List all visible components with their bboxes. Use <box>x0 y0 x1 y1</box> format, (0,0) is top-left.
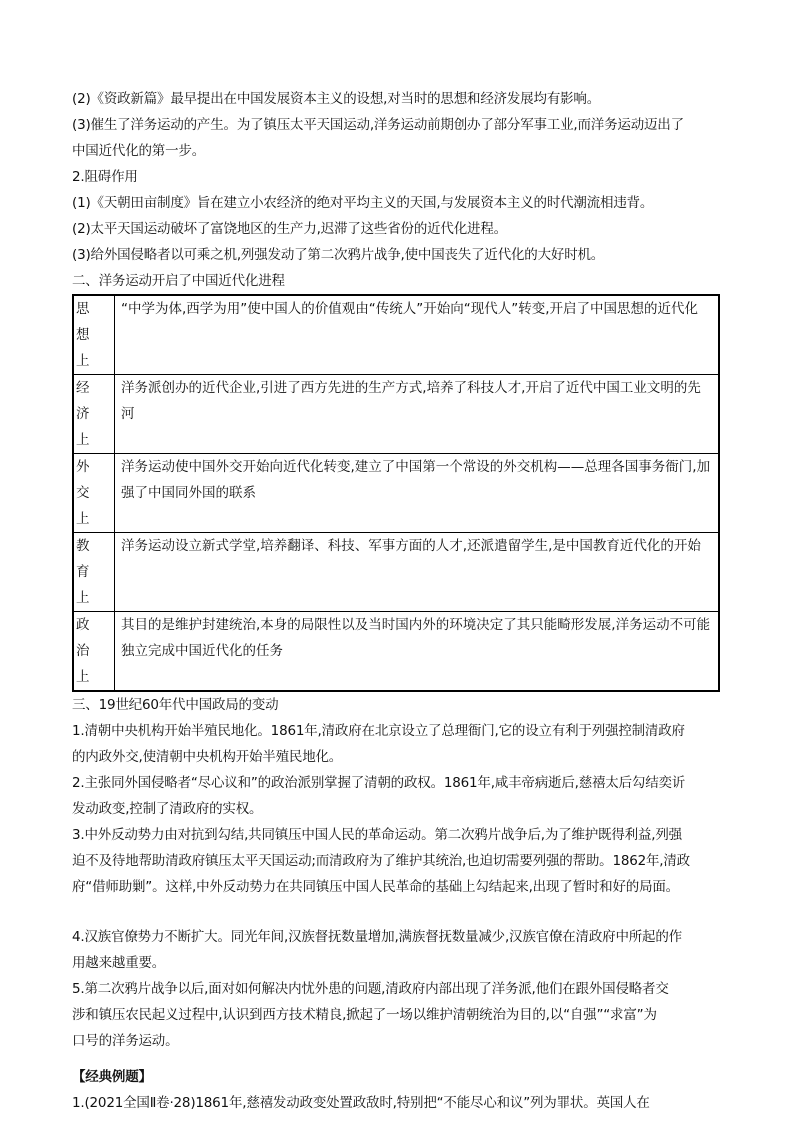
text-line: (3)给外国侵略者以可乘之机,列强发动了第二次鸦片战争,使中国丧失了近代化的大好时机。 <box>72 247 605 263</box>
text-line: (1)《天朝田亩制度》旨在建立小农经济的绝对平均主义的天国,与发展资本主义的时代潮流相违背。 <box>72 195 654 211</box>
text-line: 4.汉族官僚势力不断扩大。同光年间,汉族督抚数量增加,满族督抚数量减少,汉族官僚在清政府中所起的作 <box>72 929 682 945</box>
row-key: 经济上 <box>73 375 115 454</box>
text-line: 2.主张同外国侵略者“尽心议和”的政治派别掌握了清朝的政权。1861年,咸丰帝病逝后,慈禧太后勾结奕䜣 <box>72 775 686 791</box>
modernization-table <box>72 294 720 692</box>
examples-heading: 【经典例题】 <box>72 1069 152 1085</box>
row-key: 教育上 <box>73 533 115 612</box>
table-row <box>73 612 719 692</box>
spacer <box>72 1054 724 1064</box>
document-page <box>72 86 724 1116</box>
example-question: 1.(2021全国Ⅱ卷·28)1861年,慈禧发动政变处置政敌时,特别把“不能尽心和议”列为罪状。英国人在 <box>72 1095 650 1111</box>
paragraph-gap <box>72 900 724 924</box>
text-line: 涉和镇压农民起义过程中,认识到西方技术精良,掀起了一场以维护清朝统治为目的,以“自强”“求富”为 <box>72 1007 657 1023</box>
table-row <box>73 533 719 612</box>
text-line: 中国近代化的第一步。 <box>72 143 205 159</box>
row-value: “中学为体,西学为用”使中国人的价值观由“传统人”开始向“现代人”转变,开启了中国思想的近代化 <box>115 295 720 375</box>
row-key: 政治上 <box>73 612 115 692</box>
text-line: 口号的洋务运动。 <box>72 1033 179 1049</box>
row-key: 思想上 <box>73 295 115 375</box>
table-row <box>73 454 719 533</box>
row-value: 洋务运动使中国外交开始向近代化转变,建立了中国第一个常设的外交机构——总理各国事务衙门,加强了中国同外国的联系 <box>115 454 720 533</box>
table-row <box>73 295 719 375</box>
table-row <box>73 375 719 454</box>
text-line: 府“借师助剿”。这样,中外反动势力在共同镇压中国人民革命的基础上勾结起来,出现了暂时和好的局面。 <box>72 879 679 895</box>
section-heading: 三、19世纪60年代中国政局的变动 <box>72 697 279 713</box>
row-value: 其目的是维护封建统治,本身的局限性以及当时国内外的环境决定了其只能畸形发展,洋务运动不可能独立完成中国近代化的任务 <box>115 612 720 692</box>
section-heading: 二、洋务运动开启了中国近代化进程 <box>72 273 285 289</box>
row-value: 洋务派创办的近代企业,引进了西方先进的生产方式,培养了科技人才,开启了近代中国工业文明的先河 <box>115 375 720 454</box>
text-line: (2)太平天国运动破坏了富饶地区的生产力,迟滞了这些省份的近代化进程。 <box>72 221 507 237</box>
text-line: (3)催生了洋务运动的产生。为了镇压太平天国运动,洋务运动前期创办了部分军事工业,而洋务运动迈出了 <box>72 117 684 133</box>
section-3-part-b <box>72 924 724 1054</box>
section-3-part-a <box>72 718 724 900</box>
subheading: 2.阻碍作用 <box>72 169 138 185</box>
text-line: 的内政外交,使清朝中央机构开始半殖民地化。 <box>72 749 343 765</box>
row-key: 外交上 <box>73 454 115 533</box>
text-line: 发动政变,控制了清政府的实权。 <box>72 801 263 817</box>
text-line: 迫不及待地帮助清政府镇压太平天国运动;而清政府为了维护其统治,也迫切需要列强的帮助。1862年,清政 <box>72 853 690 869</box>
row-value: 洋务运动设立新式学堂,培养翻译、科技、军事方面的人才,还派遣留学生,是中国教育近代化的开始 <box>115 533 720 612</box>
section-1 <box>72 86 724 268</box>
text-line: (2)《资政新篇》最早提出在中国发展资本主义的设想,对当时的思想和经济发展均有影响。 <box>72 91 601 107</box>
text-line: 1.清朝中央机构开始半殖民地化。1861年,清政府在北京设立了总理衙门,它的设立有利于列强控制清政府 <box>72 723 685 739</box>
text-line: 5.第二次鸦片战争以后,面对如何解决内忧外患的问题,清政府内部出现了洋务派,他们在跟外国侵略者交 <box>72 981 669 997</box>
text-line: 3.中外反动势力由对抗到勾结,共同镇压中国人民的革命运动。第二次鸦片战争后,为了维护既得利益,列强 <box>72 827 682 843</box>
text-line: 用越来越重要。 <box>72 955 166 971</box>
